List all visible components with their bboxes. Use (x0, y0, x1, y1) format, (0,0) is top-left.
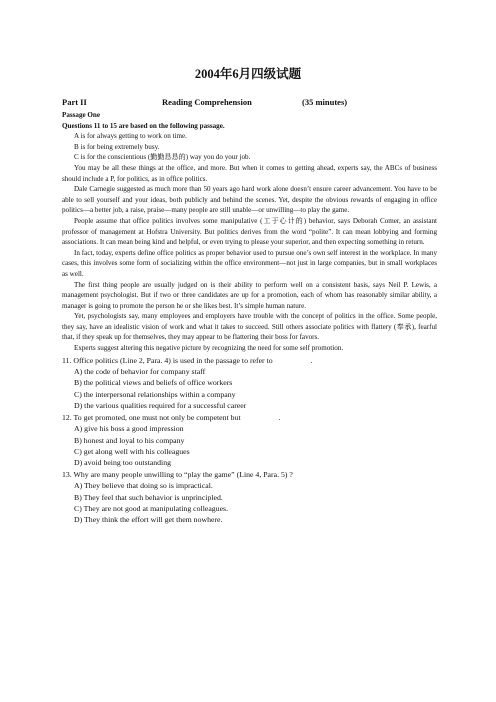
part-label: Part II (62, 97, 87, 107)
question-stem (62, 355, 437, 366)
question-text: 13. Why are many people unwilling to “play the game” (Line 4, Para. 5) ? (62, 469, 293, 479)
paragraph: People assume that office politics involves some manipulative (工于心计的) behavior, says Deborah Comer, an assistant professor of management at Hofstra University. But politics derives from the word “polite”. It can mean lobbying and forming associations. It can mean being kind and helpful, or even trying to please your superior, and then expecting something in return. (62, 216, 437, 247)
answer-option[interactable]: A) give his boss a good impression (74, 424, 184, 434)
question-tail: . (310, 355, 313, 365)
question-tail: . (278, 412, 281, 422)
answer-option[interactable]: C) the interpersonal relationships within a company (74, 389, 236, 399)
paragraph: In fact, today, experts define office politics as proper behavior used to pursue one’s own self interest in the workplace. In many cases, this involves some form of socializing within the office environment—not just in large companies, but in small workplaces as well. (62, 248, 437, 278)
paragraph: The first thing people are usually judged on is their ability to perform well on a consistent basis, says Neil P. Lewis, a management psychologist. But if two or three candidates are up for a promotion, each of whom has reasonably similar ability, a manager is going to promote the person he or she likes best. It’s simple human nature. (62, 280, 437, 310)
question-stem (62, 469, 437, 480)
paragraph: Yet, psychologists say, many employees and employers have trouble with the concept of politics in the office. Some people, they say, have an idealistic vision of work and what it takes to succeed. Still others associate politics with flattery (奉承), fearful that, if they speak up for themselves, they may appear to be flattering their boss for favors. (62, 312, 437, 342)
answer-option[interactable]: C) They are not good at manipulating colleagues. (74, 503, 229, 513)
section-name: Reading Comprehension (162, 97, 252, 107)
answer-option[interactable]: D) avoid being too outstanding (74, 458, 172, 468)
passage-label: Passage One (62, 111, 101, 119)
intro-line: C is for the conscientious (勤勤恳恳的) way you do your job. (74, 153, 251, 162)
answer-option[interactable]: D) They think the effort will get them nowhere. (74, 515, 223, 525)
answer-option[interactable]: B) They feel that such behavior is unprincipled. (74, 492, 223, 502)
section-header (62, 97, 442, 109)
paragraph: You may be all these things at the office, and more. But when it comes to getting ahead, experts say, the ABCs of business should include a P, for politics, as in office politics. (62, 163, 437, 183)
question-text: 12. To get promoted, one must not only be competent but (62, 412, 241, 422)
answer-option[interactable]: C) get along well with his colleagues (74, 446, 190, 456)
intro-line: B is for being extremely busy. (74, 142, 160, 151)
time-limit: (35 minutes) (302, 97, 348, 107)
intro-line: A is for always getting to work on time. (74, 132, 187, 141)
instructions: Questions 11 to 15 are based on the following passage. (62, 121, 225, 130)
answer-option[interactable]: D) the various qualities required for a successful career (74, 401, 247, 411)
passage-content (62, 110, 437, 526)
answer-option[interactable]: A) the code of behavior for company staff (74, 367, 206, 377)
answer-option[interactable]: A) They believe that doing so is impractical. (74, 481, 213, 491)
question-stem (62, 412, 437, 423)
question-text: 11. Office politics (Line 2, Para. 4) is used in the passage to refer to (62, 355, 273, 365)
answer-option[interactable]: B) honest and loyal to his company (74, 435, 185, 445)
paragraph: Experts suggest altering this negative picture by recognizing the need for some self promotion. (74, 344, 344, 353)
paragraph: Dale Carnegie suggested as much more than 50 years ago hard work alone doesn’t ensure career advancement. You have to be able to sell yourself and your ideas, both publicly and behind the scenes. Yet, despite the obvious rewards of engaging in office politics—a better job, a raise, praise—many people are still unable—or unwilling—to play the game. (62, 185, 437, 215)
document-title: 2004年6月四级试题 (194, 67, 302, 81)
answer-option[interactable]: B) the political views and beliefs of office workers (74, 378, 233, 388)
